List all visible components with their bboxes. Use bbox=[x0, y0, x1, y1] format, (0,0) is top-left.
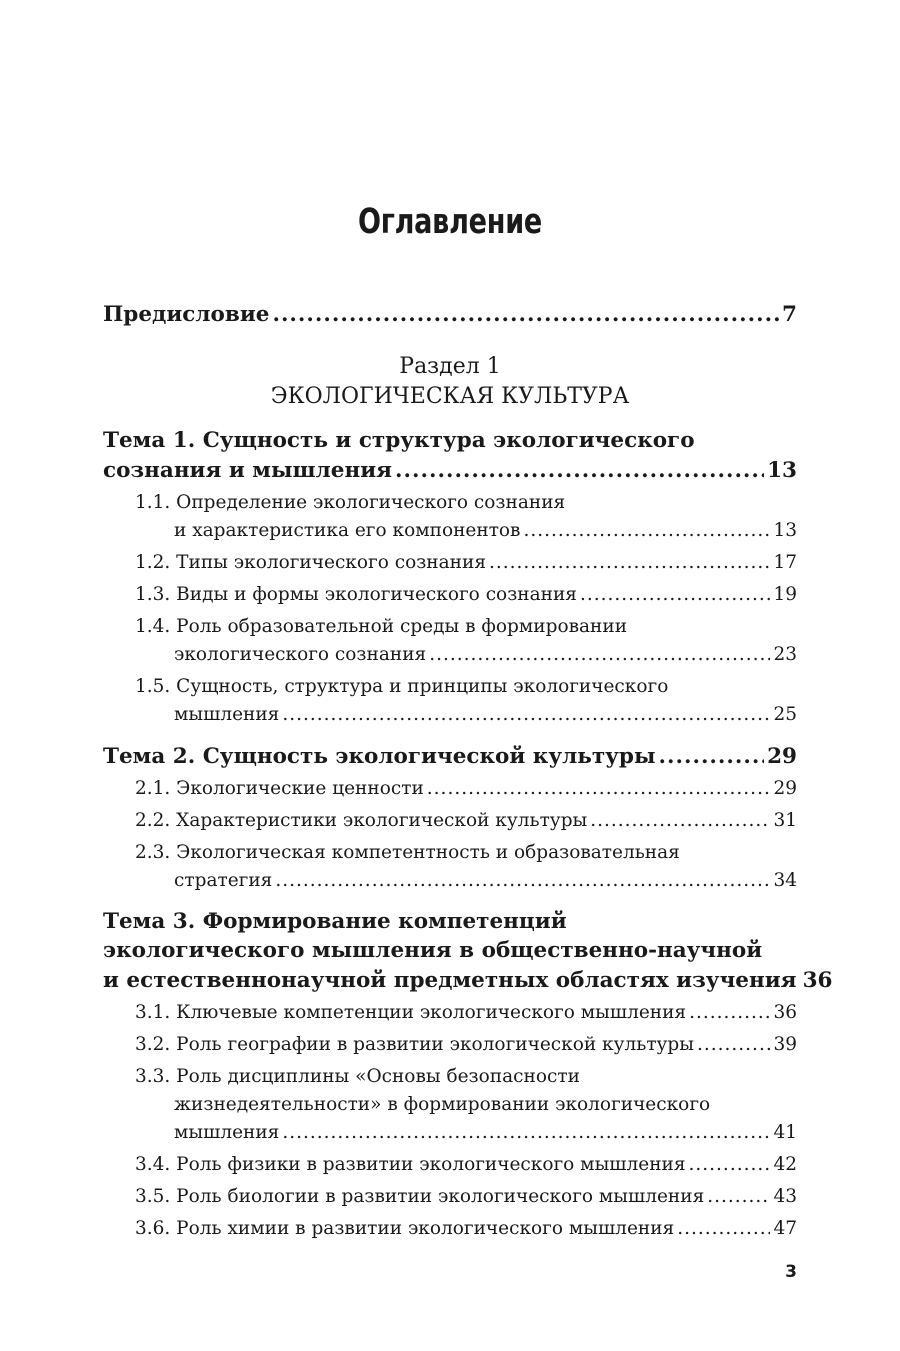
dot-leader bbox=[272, 302, 779, 327]
dot-leader bbox=[275, 870, 770, 891]
toc-page-number: 43 bbox=[773, 1186, 797, 1207]
toc-topic-3-line2[interactable]: экологического мышления в общественно-научной bbox=[103, 938, 763, 963]
toc-page-number: 29 bbox=[767, 744, 797, 769]
toc-page-number: 19 bbox=[773, 584, 797, 605]
toc-item-1-5-line1[interactable]: 1.5. Сущность, структура и принципы экологического bbox=[135, 676, 669, 697]
toc-entry-label: 3.6. Роль химии в развитии экологического мышления bbox=[135, 1218, 675, 1239]
toc-item-3-4[interactable] bbox=[135, 1154, 797, 1175]
toc-entry-label: 2.2. Характеристики экологической культуры bbox=[135, 810, 588, 831]
toc-page-number: 25 bbox=[773, 704, 797, 725]
section-number: Раздел 1 bbox=[399, 354, 501, 379]
dot-leader bbox=[282, 1122, 770, 1143]
toc-page-number: 42 bbox=[773, 1154, 797, 1175]
toc-entry-preface[interactable] bbox=[103, 302, 797, 327]
toc-entry-label: 3.4. Роль физики в развитии экологического мышления bbox=[135, 1154, 686, 1175]
toc-page-number: 36 bbox=[802, 968, 833, 993]
toc-item-3-6[interactable] bbox=[135, 1218, 797, 1239]
toc-topic-3[interactable] bbox=[103, 968, 833, 993]
dot-leader bbox=[590, 810, 770, 831]
toc-item-2-2[interactable] bbox=[135, 810, 797, 831]
toc-entry-label: 1.2. Типы экологического сознания bbox=[135, 552, 486, 573]
toc-entry-label: мышления bbox=[174, 1122, 280, 1143]
dot-leader bbox=[523, 520, 770, 541]
dot-leader bbox=[659, 744, 765, 769]
toc-item-2-1[interactable] bbox=[135, 778, 797, 799]
toc-entry-label: 3.1. Ключевые компетенции экологического мышления bbox=[135, 1002, 687, 1023]
dot-leader bbox=[580, 584, 770, 605]
toc-item-3-3[interactable] bbox=[174, 1122, 797, 1143]
toc-item-1-1-line1[interactable]: 1.1. Определение экологического сознания bbox=[135, 492, 566, 513]
toc-topic-2[interactable] bbox=[103, 744, 797, 769]
toc-item-1-5[interactable] bbox=[174, 704, 797, 725]
page-title: Оглавление bbox=[357, 202, 543, 242]
toc-topic-1[interactable] bbox=[103, 458, 797, 483]
toc-page-number: 13 bbox=[773, 520, 797, 541]
toc-item-3-2[interactable] bbox=[135, 1034, 797, 1055]
toc-page-number: 17 bbox=[773, 552, 797, 573]
toc-item-3-3-line2[interactable]: жизнедеятельности» в формировании экологического bbox=[174, 1094, 711, 1115]
toc-entry-label: 1.3. Виды и формы экологического сознания bbox=[135, 584, 577, 605]
toc-item-3-5[interactable] bbox=[135, 1186, 797, 1207]
toc-page-number: 7 bbox=[782, 302, 797, 327]
dot-leader bbox=[395, 458, 764, 483]
toc-entry-label: стратегия bbox=[174, 870, 273, 891]
toc-entry-label: 3.2. Роль географии в развитии экологической культуры bbox=[135, 1034, 695, 1055]
section-title: ЭКОЛОГИЧЕСКАЯ КУЛЬТУРА bbox=[270, 384, 630, 409]
toc-page-number: 34 bbox=[773, 870, 797, 891]
page-number: 3 bbox=[785, 1262, 797, 1282]
toc-page-number: 23 bbox=[773, 644, 797, 665]
toc-page-number: 13 bbox=[767, 458, 797, 483]
toc-page-number: 31 bbox=[773, 810, 797, 831]
dot-leader bbox=[489, 552, 770, 573]
toc-entry-label: экологического сознания bbox=[174, 644, 427, 665]
dot-leader bbox=[689, 1154, 771, 1175]
toc-item-2-3[interactable] bbox=[174, 870, 797, 891]
toc-page-number: 36 bbox=[773, 1002, 797, 1023]
dot-leader bbox=[429, 644, 770, 665]
dot-leader bbox=[689, 1002, 770, 1023]
dot-leader bbox=[677, 1218, 770, 1239]
toc-item-1-1[interactable] bbox=[174, 520, 797, 541]
toc-page-number: 39 bbox=[773, 1034, 797, 1055]
toc-page-number: 41 bbox=[773, 1122, 797, 1143]
toc-topic-1-line1[interactable]: Тема 1. Сущность и структура экологического bbox=[103, 428, 695, 453]
dot-leader bbox=[282, 704, 770, 725]
toc-item-2-3-line1[interactable]: 2.3. Экологическая компетентность и образовательная bbox=[135, 842, 680, 863]
toc-item-3-1[interactable] bbox=[135, 1002, 797, 1023]
toc-entry-label: 2.1. Экологические ценности bbox=[135, 778, 424, 799]
toc-entry-label: и естественнонаучной предметных областях изучения bbox=[103, 968, 797, 993]
dot-leader bbox=[427, 778, 771, 799]
toc-item-3-3-line1[interactable]: 3.3. Роль дисциплины «Основы безопасности bbox=[135, 1066, 580, 1087]
toc-entry-label: Предисловие bbox=[103, 302, 270, 327]
toc-entry-label: сознания и мышления bbox=[103, 458, 393, 483]
toc-entry-label: Тема 2. Сущность экологической культуры bbox=[103, 744, 656, 769]
toc-page-number: 47 bbox=[773, 1218, 797, 1239]
toc-entry-label: 3.5. Роль биологии в развитии экологического мышления bbox=[135, 1186, 705, 1207]
dot-leader bbox=[697, 1034, 770, 1055]
toc-page-number: 29 bbox=[773, 778, 797, 799]
toc-item-1-4[interactable] bbox=[174, 644, 797, 665]
toc-item-1-2[interactable] bbox=[135, 552, 797, 573]
toc-item-1-3[interactable] bbox=[135, 584, 797, 605]
toc-entry-label: и характеристика его компонентов bbox=[174, 520, 521, 541]
toc-item-1-4-line1[interactable]: 1.4. Роль образовательной среды в формировании bbox=[135, 616, 628, 637]
dot-leader bbox=[707, 1186, 770, 1207]
toc-topic-3-line1[interactable]: Тема 3. Формирование компетенций bbox=[103, 909, 567, 934]
toc-entry-label: мышления bbox=[174, 704, 280, 725]
